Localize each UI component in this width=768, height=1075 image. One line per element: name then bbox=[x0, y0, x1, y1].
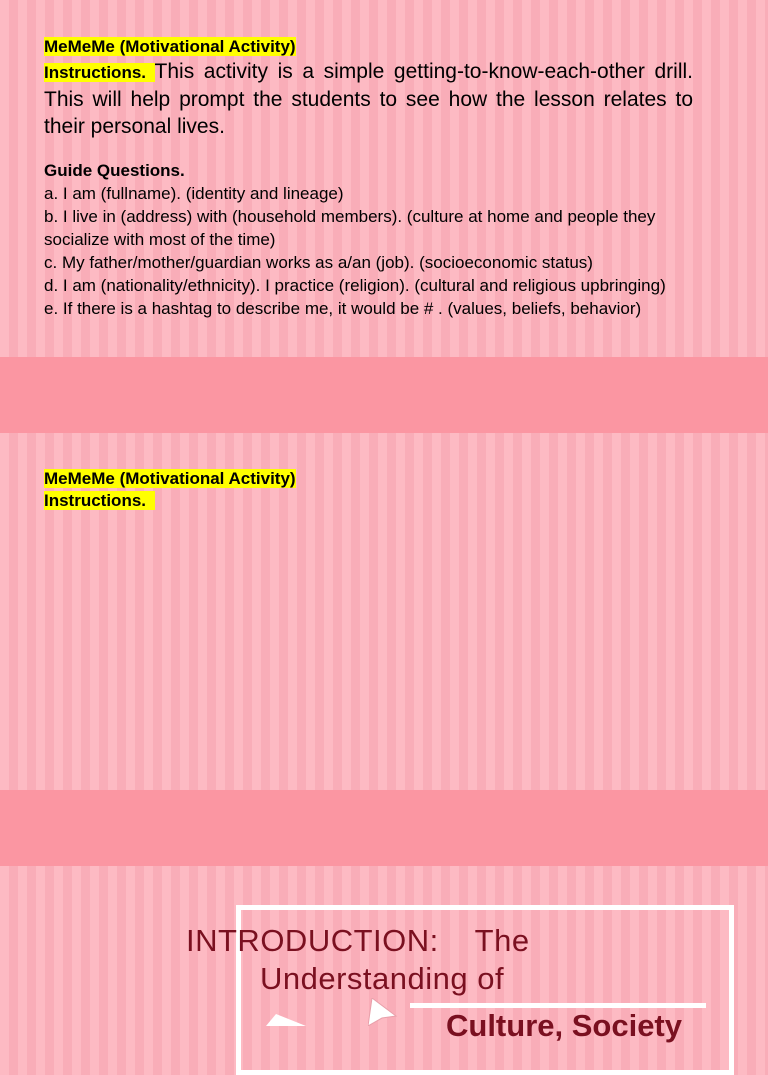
guide-question-b: b. I live in (address) with (household members). (culture at home and people they socialize with most of the time) bbox=[44, 207, 656, 249]
guide-question-e: e. If there is a hashtag to describe me, it would be # . (values, beliefs, behavior) bbox=[44, 299, 642, 318]
activity-title: MeMeMe (Motivational Activity) bbox=[44, 37, 296, 56]
introduction-subtitle: Culture, Society bbox=[446, 1008, 682, 1043]
instructions-text: This activity is a simple getting-to-know-each-other drill. This will help prompt the students to see how the lesson relates to their personal lives. bbox=[44, 60, 693, 138]
guide-questions-title: Guide Questions. bbox=[44, 161, 185, 180]
slide-motivational-activity-blank: MeMeMe (Motivational Activity) Instructions. bbox=[44, 469, 296, 510]
title-line-1: INTRODUCTION: The bbox=[186, 923, 530, 958]
instructions-label: Instructions bbox=[44, 63, 142, 82]
instructions-label: Instructions bbox=[44, 491, 142, 510]
slide-motivational-activity bbox=[44, 36, 693, 320]
slide-divider-band bbox=[0, 357, 768, 433]
guide-question-c: c. My father/mother/guardian works as a/an (job). (socioeconomic status) bbox=[44, 253, 593, 272]
title-line-2: Understanding of bbox=[260, 961, 505, 996]
instructions-paragraph: Instructions. This activity is a simple getting-to-know-each-other drill. This will help prompt the students to see how the lesson relates to their personal lives. bbox=[44, 60, 693, 138]
guide-question-d: d. I am (nationality/ethnicity). I practice (religion). (cultural and religious upbringing) bbox=[44, 276, 666, 295]
introduction-title bbox=[186, 922, 606, 998]
activity-title: MeMeMe (Motivational Activity) bbox=[44, 469, 296, 488]
slide-divider-band bbox=[0, 790, 768, 866]
arrow-shape-icon bbox=[368, 998, 398, 1026]
guide-question-a: a. I am (fullname). (identity and lineage) bbox=[44, 184, 344, 203]
